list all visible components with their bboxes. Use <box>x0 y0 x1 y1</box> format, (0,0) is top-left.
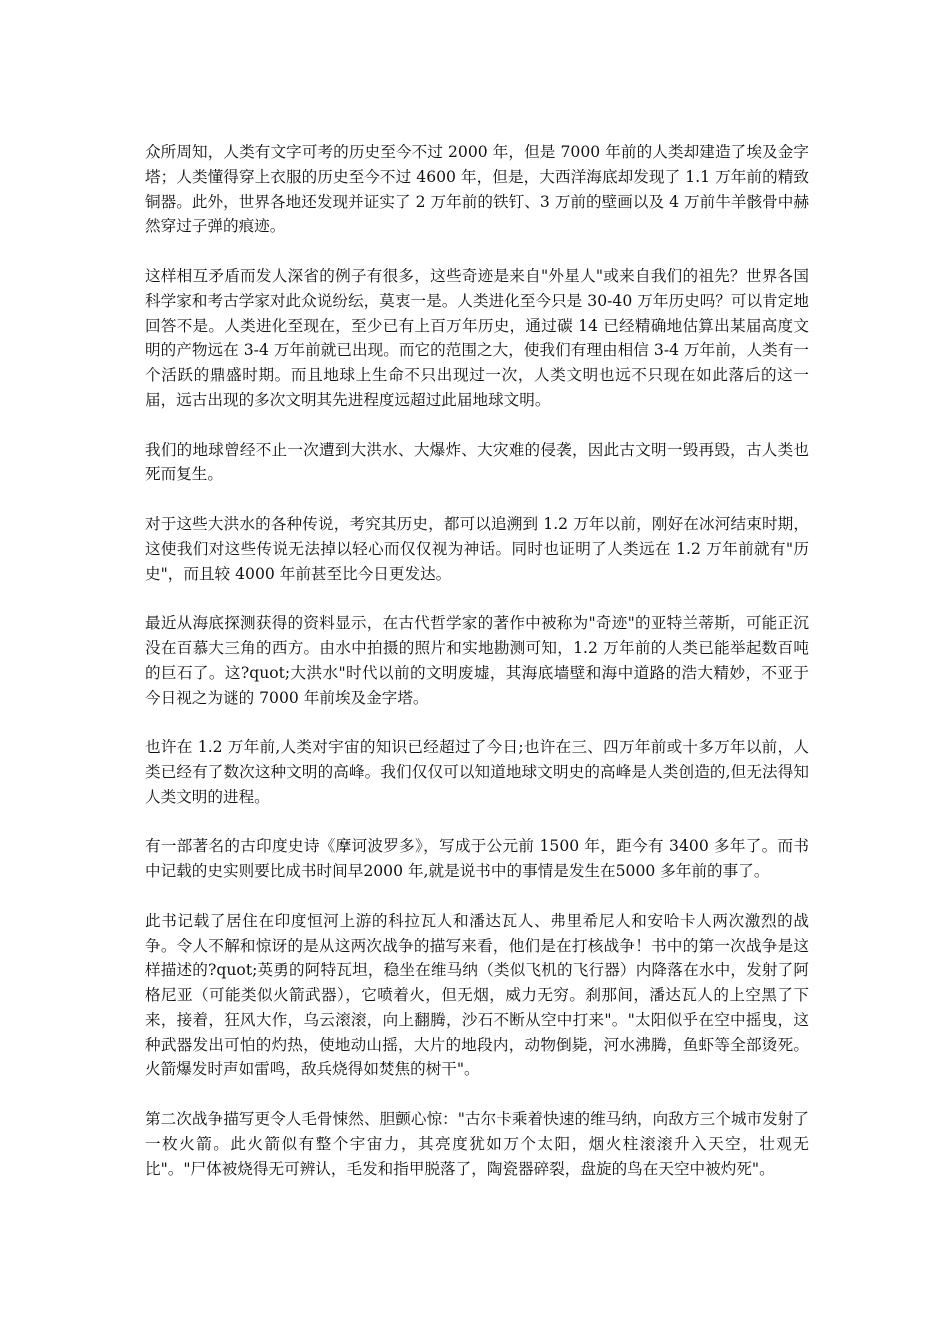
paragraph-1: 众所周知，人类有文字可考的历史至今不过 2000 年，但是 7000 年前的人类却建造了埃及金字塔；人类懂得穿上衣服的历史至今不过 4600 年，但是，大西洋海底却发现了 1.1 万年前的精致铜器。此外，世界各地还发现并证实了 2 万年前的铁钉、3 万前的壁画以及 4 万前牛羊骸骨中赫然穿过子弹的痕迹。 <box>145 143 809 236</box>
paragraph-6: 也许在 1.2 万年前,人类对宇宙的知识已经超过了今日;也许在三、四万年前或十多万年以前，人类已经有了数次这种文明的高峰。我们仅仅可以知道地球文明史的高峰是人类创造的,但无法得知人类文明的进程。 <box>145 738 809 806</box>
paragraph-7: 有一部著名的古印度史诗《摩诃波罗多》，写成于公元前 1500 年，距今有 3400 多年了。而书中记载的史实则要比成书时间早2000 年,就是说书中的事情是发生在5000 多年前的事了。 <box>145 837 809 881</box>
paragraph-5: 最近从海底探测获得的资料显示，在古代哲学家的著作中被称为"奇迹"的亚特兰蒂斯，可能正沉没在百慕大三角的西方。由水中拍摄的照片和实地勘测可知，1.2 万年前的人类已能举起数百吨的巨石了。这?quot;大洪水"时代以前的文明废墟，其海底墙壁和海中道路的浩大精妙，不亚于今日视之为谜的 7000 年前埃及金字塔。 <box>145 614 809 707</box>
paragraph-9: 第二次战争描写更令人毛骨悚然、胆颤心惊："古尔卡乘着快速的维马纳，向敌方三个城市发射了一枚火箭。此火箭似有整个宇宙力，其亮度犹如万个太阳，烟火柱滚滚升入天空，壮观无比"。"尸体被烧得无可辨认，毛发和指甲脱落了，陶瓷器碎裂，盘旋的鸟在天空中被灼死"。 <box>145 1110 809 1178</box>
paragraph-4: 对于这些大洪水的各种传说，考究其历史，都可以追溯到 1.2 万年以前，刚好在冰河结束时期，这使我们对这些传说无法掉以轻心而仅仅视为神话。同时也证明了人类远在 1.2 万年前就有"历史"，而且较 4000 年前甚至比今日更发达。 <box>145 514 809 583</box>
paragraph-3: 我们的地球曾经不止一次遭到大洪水、大爆炸、大灾难的侵袭，因此古文明一毁再毁，古人类也死而复生。 <box>145 440 809 484</box>
document-body <box>145 140 809 1206</box>
paragraph-2: 这样相互矛盾而发人深省的例子有很多，这些奇迹是来自"外星人"或来自我们的祖先？世界各国科学家和考古学家对此众说纷纭，莫衷一是。人类进化至今只是 30-40 万年历史吗？可以肯定地回答不是。人类进化至现在，至少已有上百万年历史，通过碳 14 已经精确地估算出某届高度文明的产物远在 3-4 万年前就已出现。而它的范围之大，使我们有理由相信 3-4 万年前，人类有一个活跃的鼎盛时期。而且地球上生命不只出现过一次，人类文明也远不只现在如此落后的这一届，远古出现的多次文明其先进程度远超过此届地球文明。 <box>145 266 809 409</box>
paragraph-8: 此书记载了居住在印度恒河上游的科拉瓦人和潘达瓦人、弗里希尼人和安哈卡人两次激烈的战争。令人不解和惊讶的是从这两次战争的描写来看，他们是在打核战争！书中的第一次战争是这样描述的?quot;英勇的阿特瓦坦，稳坐在维马纳（类似飞机的飞行器）内降落在水中，发射了阿格尼亚（可能类似火箭武器），它喷着火，但无烟，威力无穷。刹那间，潘达瓦人的上空黑了下来，接着，狂风大作，乌云滚滚，向上翻腾，沙石不断从空中打来"。"太阳似乎在空中摇曳，这种武器发出可怕的灼热，使地动山摇，大片的地段内，动物倒毙，河水沸腾，鱼虾等全部烫死。火箭爆发时声如雷鸣，敌兵烧得如焚焦的树干"。 <box>145 911 809 1079</box>
